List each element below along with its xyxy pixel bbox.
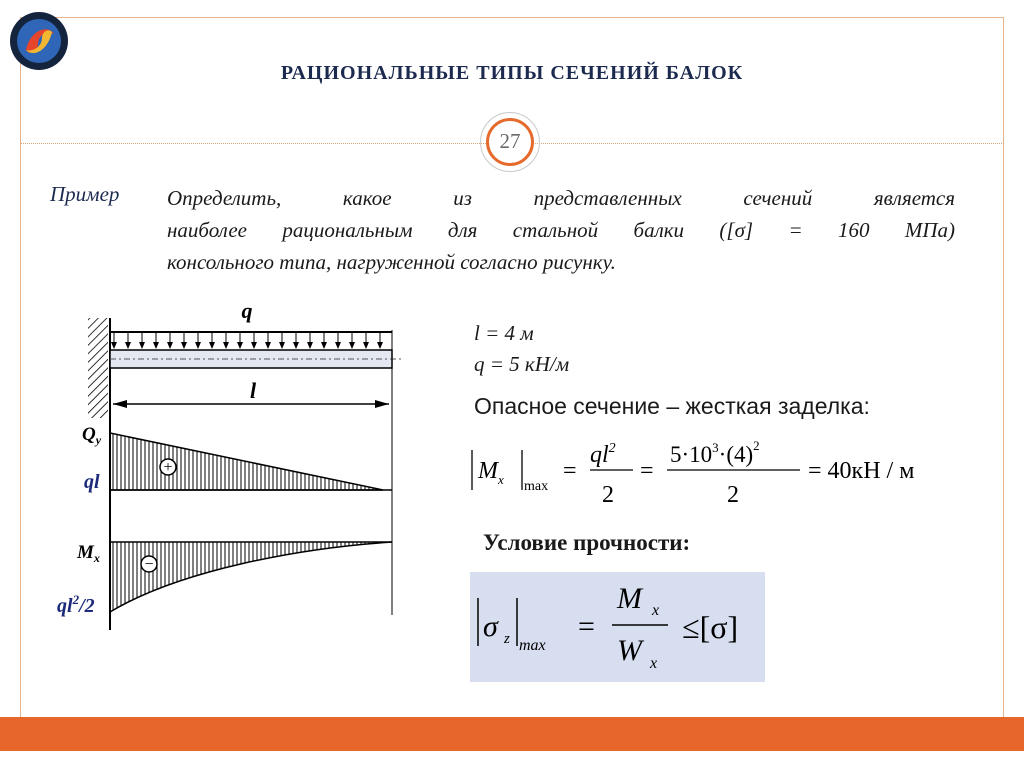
problem-line-1: Определить, какое из представленных сечений является [167, 186, 955, 210]
load-arrow-head [251, 342, 257, 349]
given-load: q = 5 кН/м [474, 352, 570, 376]
svg-text:σ: σ [483, 610, 498, 643]
load-arrow-head [139, 342, 145, 349]
load-arrow-head [377, 342, 383, 349]
svg-text:≤[σ]: ≤[σ] [682, 609, 739, 645]
moment-formula [458, 425, 978, 515]
beam-diagram [0, 300, 440, 630]
svg-text:max: max [519, 637, 546, 654]
shear-sign: + [163, 459, 173, 476]
length-label: l [249, 378, 257, 403]
svg-text:ql2: $ql^2$ [590, 441, 616, 468]
moment-diagram-fill [110, 542, 392, 612]
svg-text:z: z [504, 631, 510, 647]
load-arrow-head [265, 342, 271, 349]
load-arrow-head [153, 342, 159, 349]
shear-value: ql [84, 471, 100, 493]
load-arrow-head [195, 342, 201, 349]
svg-text:2: 2 [602, 482, 614, 508]
strength-formula [470, 572, 765, 682]
problem-line-2: наиболее рациональным для стальной балки ([σ] = 160 МПа) [167, 218, 955, 242]
load-arrow-head [181, 342, 187, 349]
fixed-support-hatch [88, 318, 108, 418]
page-title: РАЦИОНАЛЬНЫЕ ТИПЫ СЕЧЕНИЙ БАЛОК [280, 62, 744, 84]
given-length: l = 4 м [474, 321, 534, 345]
load-arrow-head [237, 342, 243, 349]
load-arrow-head [223, 342, 229, 349]
problem-line-3: консольного типа, нагруженной согласно рисунку. [167, 250, 616, 274]
frame-right [1003, 17, 1004, 717]
svg-text:5·103·(4)2: $5\cdot 10^3\cdot(4)^2$ [670, 438, 760, 467]
load-arrow-head [349, 342, 355, 349]
problem-statement [167, 182, 955, 278]
svg-text:=: = [563, 458, 577, 484]
svg-text:=: = [578, 610, 595, 643]
load-arrow-head [307, 342, 313, 349]
strength-condition-title: Условие прочности: [483, 530, 691, 555]
load-label: q [241, 300, 253, 323]
moment-sign: − [144, 556, 154, 573]
example-label: Пример [50, 182, 120, 206]
svg-text:M: M [617, 582, 642, 615]
moment-value: $ql^2/2$ [57, 592, 95, 617]
frame-top [20, 17, 1004, 18]
load-arrow-head [363, 342, 369, 349]
load-arrow-head [111, 342, 117, 349]
dangerous-section-text: Опасное сечение – жесткая заделка: [474, 393, 870, 419]
svg-text:Mx: $M_x$ [478, 458, 504, 487]
svg-text:x: x [652, 602, 660, 619]
page-number: 27 [486, 118, 534, 166]
svg-text:max: max [524, 479, 549, 494]
svg-text:2: 2 [727, 482, 739, 508]
shear-diagram-fill [110, 433, 383, 490]
load-arrow-head [167, 342, 173, 349]
load-arrow-head [125, 342, 131, 349]
shear-label: $Q_y$ [82, 424, 102, 447]
svg-text:x: x [650, 655, 658, 672]
svg-text:= 40кН / м: = 40кН / м [808, 458, 915, 484]
load-arrow-head [209, 342, 215, 349]
load-arrow-head [335, 342, 341, 349]
moment-label: $M_x$ [77, 542, 100, 565]
footer-bar [0, 717, 1024, 751]
svg-text:W: W [617, 634, 642, 667]
load-arrows [111, 332, 383, 349]
load-arrow-head [321, 342, 327, 349]
load-arrow-head [293, 342, 299, 349]
load-arrow-head [279, 342, 285, 349]
svg-text:=: = [640, 458, 654, 484]
